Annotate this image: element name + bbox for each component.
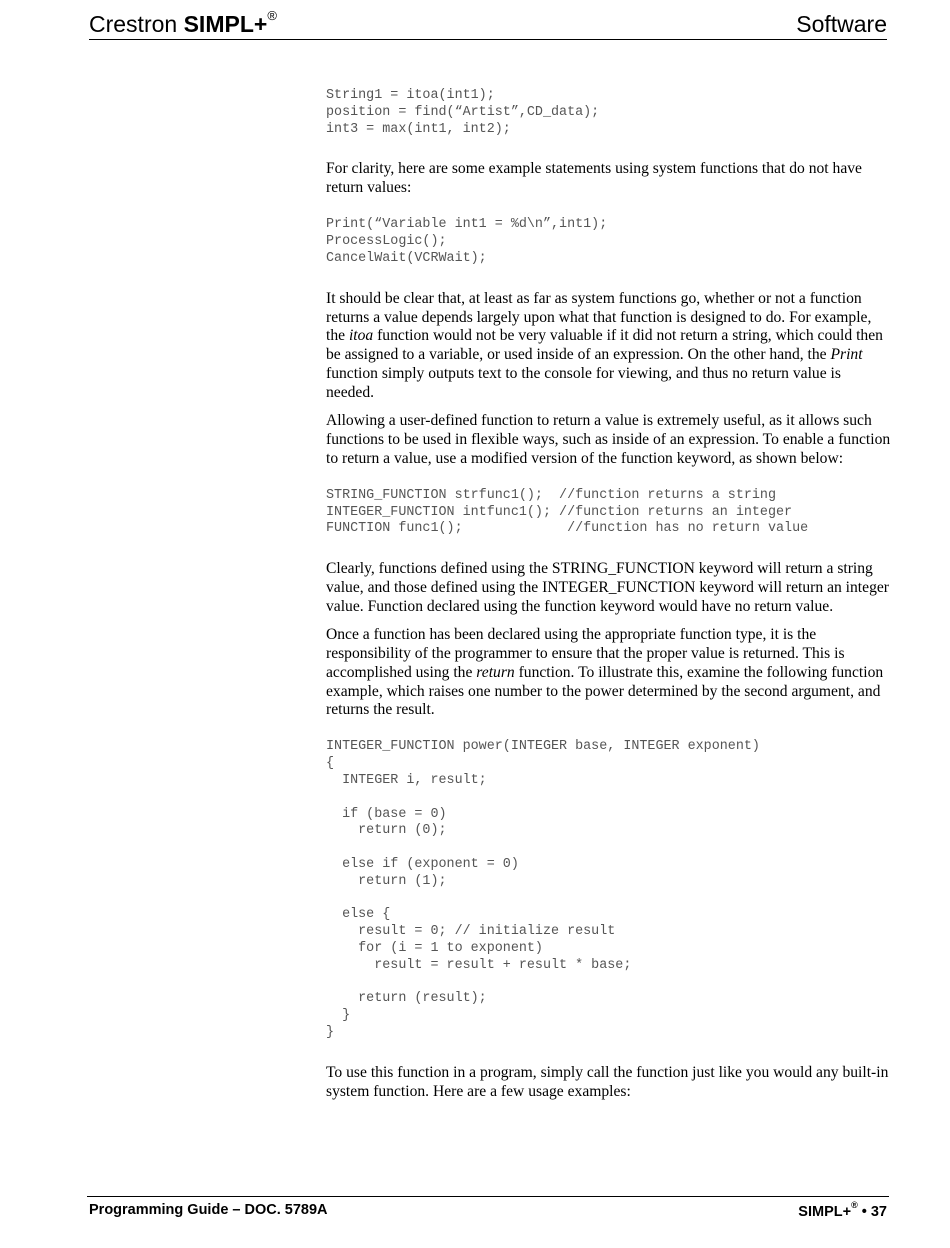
- product-name: SIMPL+: [183, 11, 268, 37]
- page-header: [89, 10, 887, 40]
- footer-doc: Programming Guide – DOC. 5789A: [89, 1202, 328, 1218]
- paragraph-3: Allowing a user-defined function to return a value is extremely useful, as it allows such functions to be used in flexible ways, such as inside of an expression. To enable a function to return a value, use a modified version of the function keyword, as shown below:: [326, 412, 891, 467]
- code-block-3: STRING_FUNCTION strfunc1(); //function returns a string INTEGER_FUNCTION intfunc1(); //function returns an integer FUNCTION func1(); //function has no return value: [326, 487, 809, 537]
- code-block-2: Print(“Variable int1 = %d\n”,int1); ProcessLogic(); CancelWait(VCRWait);: [326, 217, 608, 266]
- paragraph-1: For clarity, here are some example statements using system functions that do not have return values:: [326, 160, 862, 197]
- header-section: Software: [796, 11, 887, 37]
- brand-name: Crestron: [89, 11, 178, 37]
- page-content: [326, 88, 891, 1102]
- paragraph-4: Clearly, functions defined using the STRING_FUNCTION keyword will return a string value, and those defined using the INTEGER_FUNCTION keyword will return an integer value. Function declared using the function keyword would have no return value.: [326, 560, 889, 615]
- paragraph-5: Once a function has been declared using the appropriate function type, it is the responsibility of the programmer to ensure that the proper value is returned. This is accomplished using the return function. To illustrate this, examine the following function example, which raises one number to the power determined by the second argument, and returns the result.: [326, 625, 884, 719]
- footer-page-info: SIMPL+® • 37: [798, 1200, 887, 1220]
- code-block-4: INTEGER_FUNCTION power(INTEGER base, INTEGER exponent) { INTEGER i, result; if (base = 0) return (0); else if (exponent = 0) return (1); else { result = 0; // initialize result for (i = 1 to exponent) result = result + result * base; return (result); } }: [326, 739, 760, 1040]
- page-footer: [87, 1196, 889, 1220]
- paragraph-6: To use this function in a program, simply call the function just like you would any built-in system function. Here are a few usage examples:: [326, 1063, 889, 1100]
- header-title: [89, 8, 277, 38]
- page-number: 37: [870, 1203, 887, 1220]
- registered-mark: ®: [267, 8, 277, 24]
- code-block-1: String1 = itoa(int1); position = find(“Artist”,CD_data); int3 = max(int1, int2);: [326, 88, 600, 137]
- paragraph-2: It should be clear that, at least as far as system functions go, whether or not a function returns a value depends largely upon what that function is designed to do. For example, the itoa function would not be very valuable if it did not return a string, which could then be assigned to a variable, or used inside of an expression. On the other hand, the Print function simply outputs text to the console for viewing, and thus no return value is needed.: [326, 289, 883, 402]
